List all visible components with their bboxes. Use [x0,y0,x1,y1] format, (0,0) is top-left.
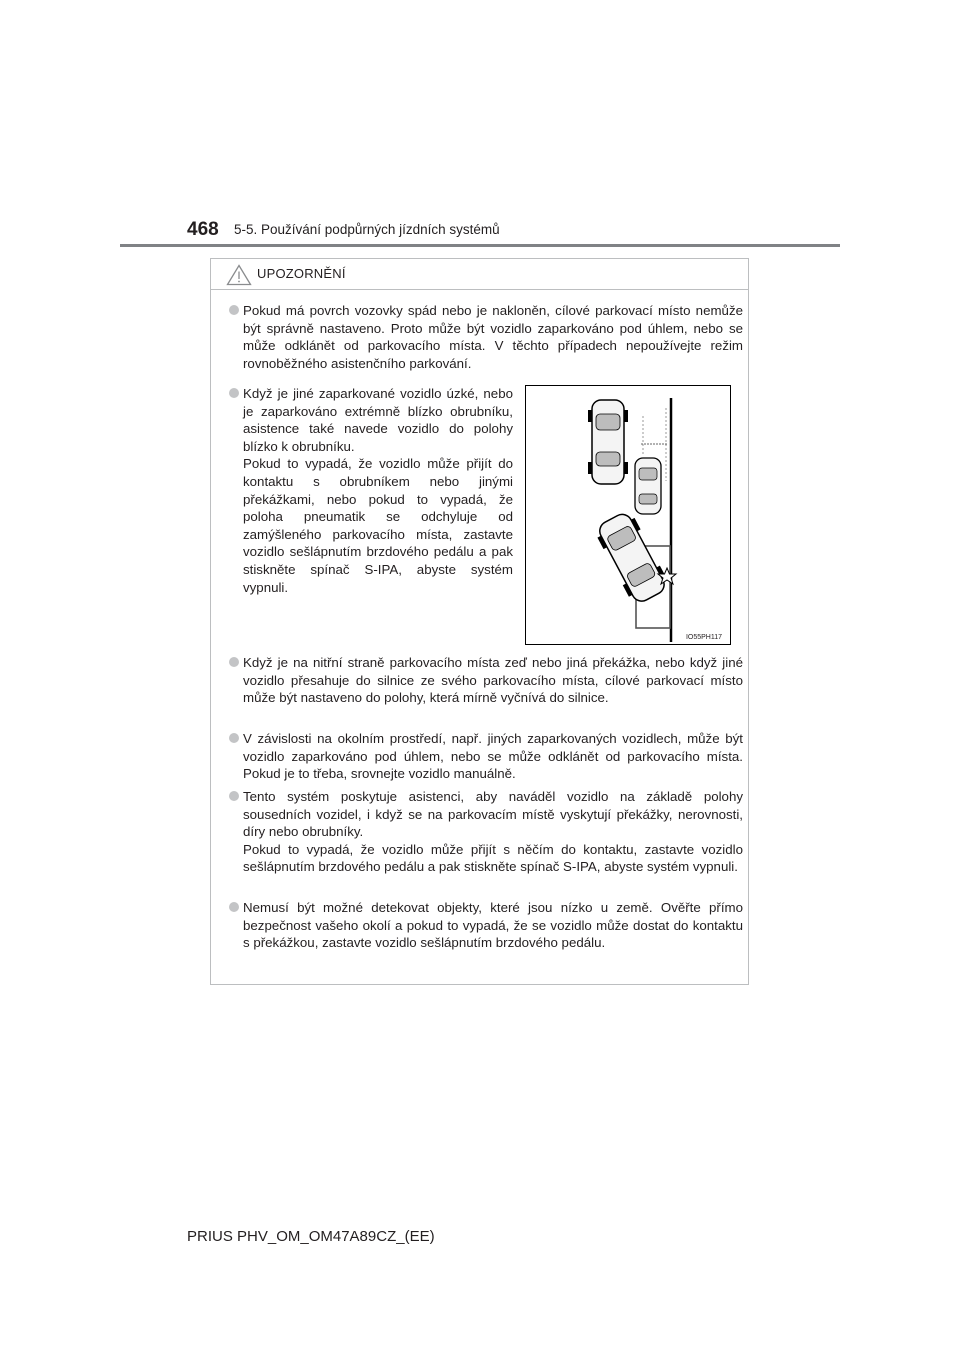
warning-box [210,258,749,985]
narrow-car-icon [635,458,661,514]
bullet-item [243,302,743,372]
parking-figure [525,385,731,645]
bullet-dot [229,388,239,398]
bullet-dot [229,902,239,912]
footer-doc-id: PRIUS PHV_OM_OM47A89CZ_(EE) [187,1228,435,1245]
bullet-item [243,899,743,952]
page-number: 468 [187,219,219,240]
bullet-text: Když je na nitřní straně parkovacího místa zeď nebo jiná překážka, nebo když jiné vozidlo přesahuje do silnice ze svého parkovacího místa, cílové parkovací místo může být nastaveno do polohy, která mírně vyčnívá do silnice. [243,655,743,706]
bullet-dot [229,657,239,667]
header-rule [120,244,840,247]
parked-car-icon [588,400,628,484]
section-title: 5-5. Používání podpůrných jízdních systémů [234,222,500,237]
figure-code: IO55PH117 [685,634,722,641]
warning-header [211,259,748,290]
own-car-icon [593,509,671,606]
bullet-item [243,385,513,596]
bullet-text: Tento systém poskytuje asistenci, aby naváděl vozidlo na základě polohy sousedních vozidel, i když se na parkovacím místě vyskytují překážky, nerovnosti, díry nebo obrubníky. Pokud to vypadá, že vozidlo může přijít s něčím do kontaktu, zastavte vozidlo sešlápnutím brzdového pedálu a pak stiskněte spínač S-IPA, abyste systém vypnuli. [243,789,743,875]
bullet-dot [229,305,239,315]
bullet-dot [229,733,239,743]
bullet-item [243,654,743,707]
bullet-text: Pokud má povrch vozovky spád nebo je nakloněn, cílové parkovací místo nemůže být správně nastaveno. Proto může být vozidlo zaparkováno pod úhlem, nebo se může odklánět od parkovacího místa. V těchto případech nepoužívejte režim rovnoběžného asistenčního parkování. [243,303,743,371]
bullet-item [243,730,743,783]
bullet-text: V závislosti na okolním prostředí, např. jiných zaparkovaných vozidlech, může být vozidlo zaparkováno pod úhlem, nebo se může odklánět od parkovacího místa. Pokud je to třeba, srovnejte vozidlo manuálně. [243,731,743,782]
bullet-text: Když je jiné zaparkované vozidlo úzké, nebo je zaparkováno extrémně blízko obrubníku, asistence také navede vozidlo do polohy blízko k obrubníku. Pokud to vypadá, že vozidlo může přijít do kontaktu s obrubníkem nebo jinými překážkami, nebo pokud to vypadá, že poloha pneumatik se odchyluje od zamýšleného parkovacího místa, zastavte vozidlo sešlápnutím brzdového pedálu a pak stiskněte spínač S-IPA, abyste systém vypnuli. [243,386,513,595]
parking-diagram [526,386,730,644]
warning-title: UPOZORNĚNÍ [257,266,346,281]
bullet-text: Nemusí být možné detekovat objekty, které jsou nízko u země. Ověřte přímo bezpečnost vašeho okolí a pokud to vypadá, že se vozidlo může dostat do kontaktu s překážkou, zastavte vozidlo sešlápnutím brzdového pedálu. [243,900,743,951]
bullet-dot [229,791,239,801]
bullet-item [243,788,743,876]
warning-triangle-icon [226,264,252,286]
